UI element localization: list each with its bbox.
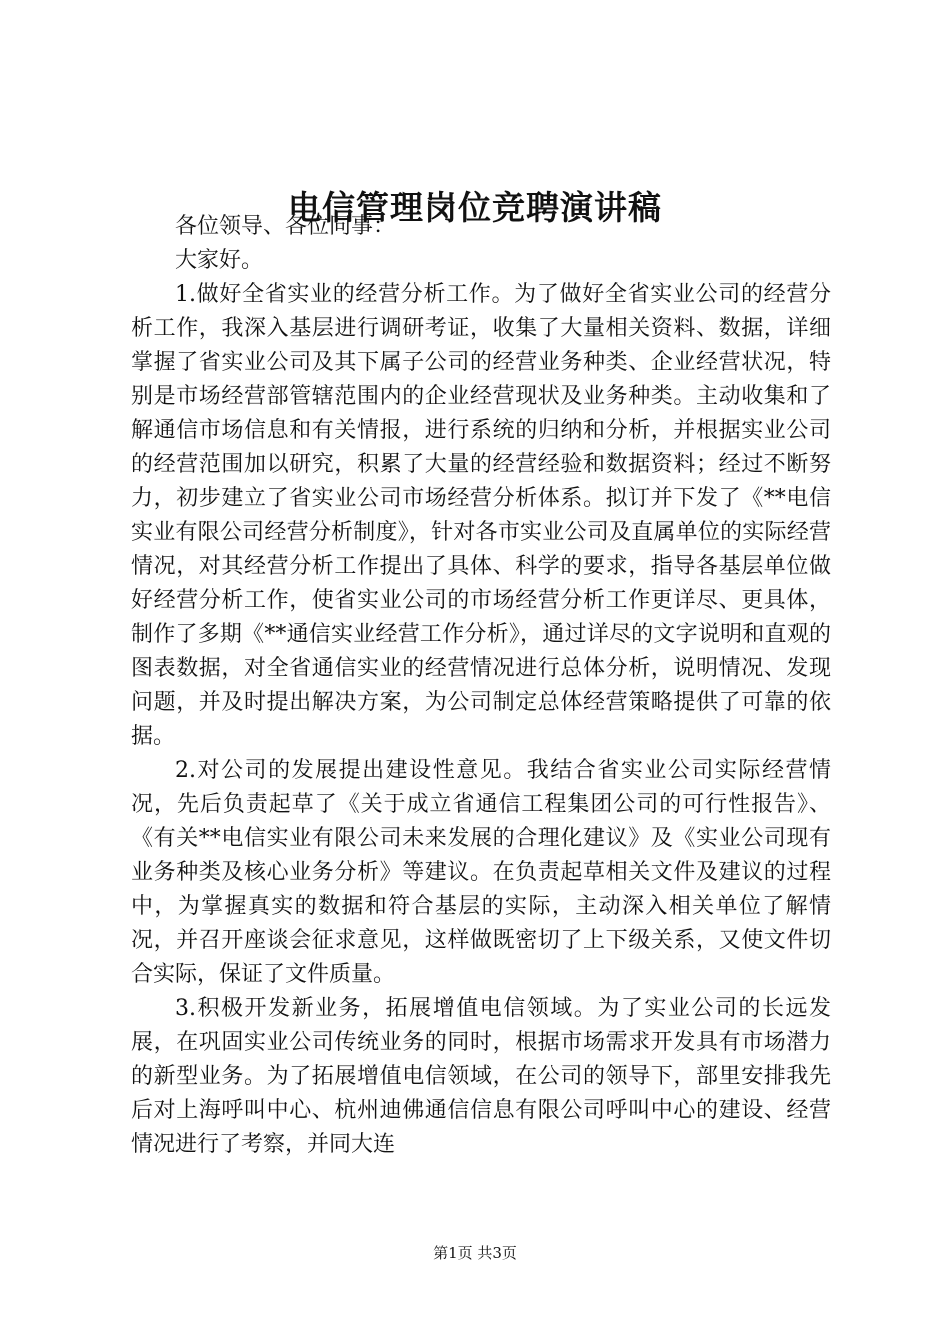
paragraph-3: 3.积极开发新业务，拓展增值电信领域。为了实业公司的长远发展，在巩固实业公司传统业务的同时，根据市场需求开发具有市场潜力的新型业务。为了拓展增值电信领域，在公司的领导下，部里安排我先后对上海呼叫中心、杭州迪佛通信信息有限公司呼叫中心的建设、经营情况进行了考察，并同大连 [131, 996, 831, 1157]
document-title: 电信管理岗位竞聘演讲稿 [288, 188, 662, 227]
greeting: 大家好。 [175, 248, 264, 273]
document-body [131, 210, 831, 1162]
paragraph-2: 2.对公司的发展提出建设性意见。我结合省实业公司实际经营情况，先后负责起草了《关于成立省通信工程集团公司的可行性报告》、《有关**电信实业有限公司未来发展的合理化建议》及《实业公司现有业务种类及核心业务分析》等建议。在负责起草相关文件及建议的过程中，为掌握真实的数据和符合基层的实际，主动深入相关单位了解情况，并召开座谈会征求意见，这样做既密切了上下级关系，又使文件切合实际，保证了文件质量。 [131, 758, 831, 987]
paragraph-1: 1.做好全省实业的经营分析工作。为了做好全省实业公司的经营分析工作，我深入基层进行调研考证，收集了大量相关资料、数据，详细掌握了省实业公司及其下属子公司的经营业务种类、企业经营状况，特别是市场经营部管辖范围内的企业经营现状及业务种类。主动收集和了解通信市场信息和有关情报，进行系统的归纳和分析，并根据实业公司的经营范围加以研究，积累了大量的经营经验和数据资料；经过不断努力，初步建立了省实业公司市场经营分析体系。拟订并下发了《**电信实业有限公司经营分析制度》，针对各市实业公司及直属单位的实际经营情况，对其经营分析工作提出了具体、科学的要求，指导各基层单位做好经营分析工作，使省实业公司的市场经营分析工作更详尽、更具体，制作了多期《**通信实业经营工作分析》，通过详尽的文字说明和直观的图表数据，对全省通信实业的经营情况进行总体分析，说明情况、发现问题，并及时提出解决方案，为公司制定总体经营策略提供了可靠的依据。 [131, 282, 831, 749]
salutation: 各位领导、各位同事： [175, 214, 396, 239]
page-footer: 第1页 共3页 [433, 1244, 517, 1262]
